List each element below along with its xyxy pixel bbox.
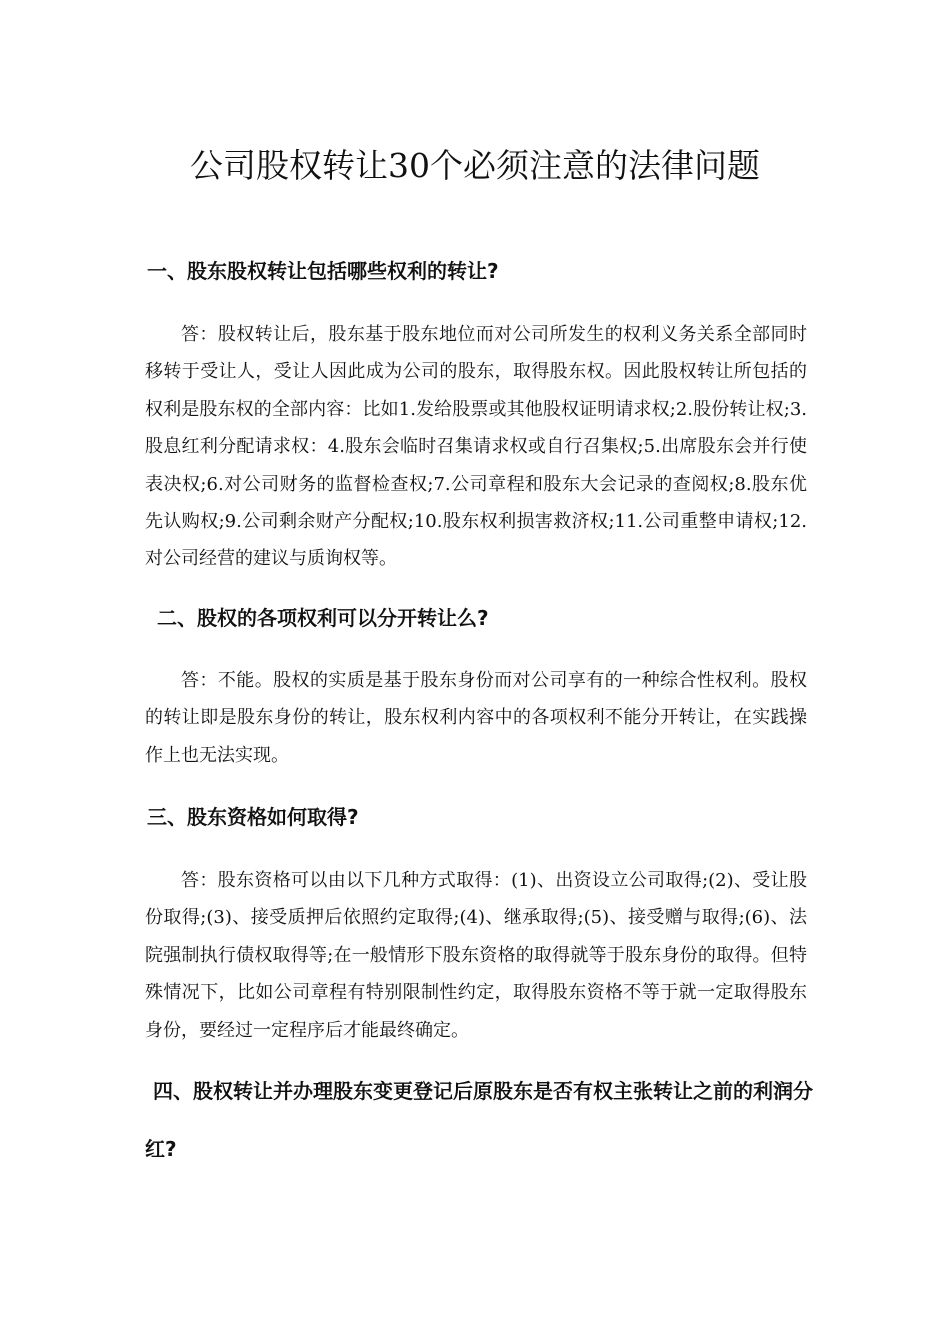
section-3-answer: 答：股东资格可以由以下几种方式取得：(1)、出资设立公司取得;(2)、受让股份取得;(3)、接受质押后依照约定取得;(4)、继承取得;(5)、接受赠与取得;(6)、法院强制执行债权取得等;在一般情形下股东资格的取得就等于股东身份的取得。但特殊情况下，比如公司章程有特别限制性约定，取得股东资格不等于就一定取得股东身份，要经过一定程序后才能最终确定。 [145,870,807,1041]
section-1-answer: 答：股权转让后，股东基于股东地位而对公司所发生的权利义务关系全部同时移转于受让人，受让人因此成为公司的股东，取得股东权。因此股权转让所包括的权利是股东权的全部内容：比如1.发给股票或其他股权证明请求权;2.股份转让权;3.股息红利分配请求权：4.股东会临时召集请求权或自行召集权;5.出席股东会并行使表决权;6.对公司财务的监督检查权;7.公司章程和股东大会记录的查阅权;8.股东优先认购权;9.公司剩余财产分配权;10.股东权利损害救济权;11.公司重整申请权;12.对公司经营的建议与质询权等。 [145,324,807,570]
section-3-heading: 三、股东资格如何取得? [147,805,359,829]
document-title: 公司股权转让30个必须注意的法律问题 [190,146,760,185]
section-2-heading: 二、股权的各项权利可以分开转让么? [157,606,489,630]
section-4-heading: 四、股权转让并办理股东变更登记后原股东是否有权主张转让之前的利润分红? [145,1079,813,1161]
section-1-heading: 一、股东股权转让包括哪些权利的转让? [147,259,499,283]
section-2-answer: 答：不能。股权的实质是基于股东身份而对公司享有的一种综合性权利。股权的转让即是股东身份的转让，股东权利内容中的各项权利不能分开转让，在实践操作上也无法实现。 [145,670,807,766]
